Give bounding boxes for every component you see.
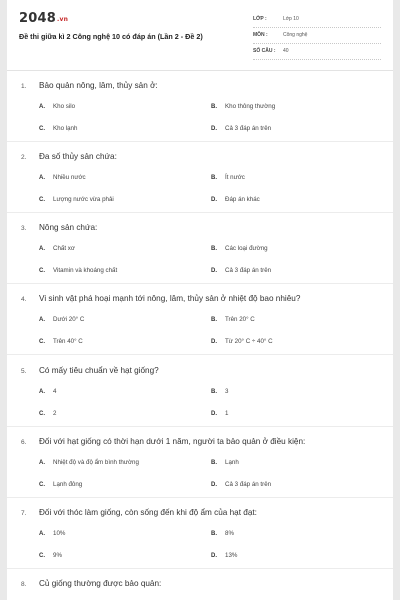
- question-divider: [7, 283, 393, 284]
- option-letter: B.: [211, 246, 217, 252]
- option-b[interactable]: [211, 245, 268, 252]
- option-letter: C.: [39, 268, 45, 274]
- question-divider: [7, 354, 393, 355]
- option-letter: A.: [39, 175, 45, 181]
- option-text: Trên 20° C: [225, 316, 255, 323]
- question-number: 4.: [21, 296, 27, 303]
- option-letter: D.: [211, 339, 217, 345]
- option-letter: D.: [211, 268, 217, 274]
- question-stem: Bảo quản nông, lâm, thủy sản ở:: [39, 81, 158, 90]
- meta-label: LỚP :: [253, 16, 267, 22]
- option-b[interactable]: [211, 459, 239, 466]
- option-text: Trên 40° C: [53, 338, 83, 345]
- meta-class-row: [253, 13, 381, 28]
- option-text: Kho thông thường: [225, 103, 276, 110]
- question-text: [21, 152, 117, 161]
- option-text: 1: [225, 410, 229, 417]
- question-stem: Vi sinh vật phá hoại mạnh tới nông, lâm, thủy sản ở nhiệt độ bao nhiêu?: [39, 294, 301, 303]
- option-a[interactable]: [39, 245, 75, 252]
- option-letter: C.: [39, 339, 45, 345]
- option-c[interactable]: [39, 125, 77, 132]
- option-b[interactable]: [211, 174, 245, 181]
- question-divider: [7, 568, 393, 569]
- question-stem: Đa số thủy sản chứa:: [39, 152, 117, 161]
- option-d[interactable]: [211, 481, 271, 488]
- option-text: Nhiệt độ và độ ẩm bình thường: [53, 459, 139, 466]
- question-divider: [7, 141, 393, 142]
- option-letter: B.: [211, 104, 217, 110]
- option-c[interactable]: [39, 338, 83, 345]
- option-a[interactable]: [39, 530, 65, 537]
- option-text: Dưới 20° C: [53, 316, 85, 323]
- option-text: 9%: [53, 552, 62, 559]
- question-stem: Có mấy tiêu chuẩn về hạt giống?: [39, 366, 159, 375]
- option-text: Cả 3 đáp án trên: [225, 125, 272, 132]
- option-text: 4: [53, 388, 57, 395]
- question-stem: Đối với thóc làm giống, còn sống đến khi độ ẩm của hạt đạt:: [39, 508, 257, 517]
- question-text: [21, 294, 300, 303]
- option-letter: D.: [211, 126, 217, 132]
- option-c[interactable]: [39, 552, 62, 559]
- option-c[interactable]: [39, 410, 56, 417]
- meta-count-row: [253, 45, 381, 60]
- question-number: 5.: [21, 368, 27, 375]
- question-divider: [7, 212, 393, 213]
- option-text: Ít nước: [225, 174, 245, 181]
- question-stem: Đối với hạt giống có thời hạn dưới 1 năm, người ta bảo quản ở điều kiện:: [39, 437, 306, 446]
- option-letter: C.: [39, 411, 45, 417]
- option-letter: B.: [211, 389, 217, 395]
- meta-value: Lớp 10: [283, 16, 299, 22]
- option-letter: A.: [39, 104, 45, 110]
- option-c[interactable]: [39, 267, 117, 274]
- option-b[interactable]: [211, 103, 275, 110]
- meta-label: SỐ CÂU :: [253, 48, 276, 54]
- option-a[interactable]: [39, 459, 139, 466]
- document-page: [7, 0, 393, 600]
- option-letter: D.: [211, 411, 217, 417]
- option-text: Lượng nước vừa phải: [53, 196, 114, 203]
- question-text: [21, 223, 97, 232]
- option-text: 8%: [225, 530, 234, 537]
- question-number: 1.: [21, 83, 27, 90]
- option-text: Cả 3 đáp án trên: [225, 481, 272, 488]
- option-text: Cả 3 đáp án trên: [225, 267, 272, 274]
- question-stem: Nông sản chứa:: [39, 223, 98, 232]
- option-d[interactable]: [211, 338, 273, 345]
- option-text: Từ 20° C ÷ 40° C: [225, 338, 273, 345]
- option-text: Lạnh đông: [53, 481, 83, 488]
- option-c[interactable]: [39, 196, 114, 203]
- option-d[interactable]: [211, 267, 271, 274]
- meta-subject-row: [253, 29, 381, 44]
- document-header: [7, 0, 393, 66]
- option-b[interactable]: [211, 316, 255, 323]
- option-d[interactable]: [211, 196, 260, 203]
- header-divider: [7, 70, 393, 71]
- question-number: 3.: [21, 225, 27, 232]
- option-b[interactable]: [211, 530, 234, 537]
- option-letter: C.: [39, 197, 45, 203]
- option-letter: A.: [39, 389, 45, 395]
- option-text: Đáp án khác: [225, 196, 260, 203]
- meta-value: Công nghệ: [283, 32, 308, 38]
- question-divider: [7, 497, 393, 498]
- option-text: Nhiều nước: [53, 174, 86, 181]
- option-letter: A.: [39, 460, 45, 466]
- option-text: Vitamin và khoáng chất: [53, 267, 118, 274]
- question-text: [21, 437, 305, 446]
- logo-text: 2048: [19, 11, 56, 26]
- option-b[interactable]: [211, 388, 228, 395]
- option-letter: D.: [211, 482, 217, 488]
- option-letter: D.: [211, 553, 217, 559]
- option-a[interactable]: [39, 388, 56, 395]
- exam-meta: [253, 13, 381, 61]
- question-number: 7.: [21, 510, 27, 517]
- option-text: Lạnh: [225, 459, 239, 466]
- option-text: 13%: [225, 552, 238, 559]
- option-text: Các loại đường: [225, 245, 268, 252]
- option-letter: C.: [39, 126, 45, 132]
- question-text: [21, 579, 161, 588]
- question-number: 8.: [21, 581, 27, 588]
- option-a[interactable]: [39, 174, 86, 181]
- option-text: 2: [53, 410, 57, 417]
- option-letter: A.: [39, 246, 45, 252]
- option-letter: B.: [211, 531, 217, 537]
- option-letter: B.: [211, 460, 217, 466]
- site-logo[interactable]: [19, 11, 68, 26]
- option-letter: B.: [211, 317, 217, 323]
- option-d[interactable]: [211, 410, 228, 417]
- question-text: [21, 366, 159, 375]
- question-stem: Củ giống thường được bảo quản:: [39, 579, 162, 588]
- option-letter: A.: [39, 531, 45, 537]
- option-a[interactable]: [39, 103, 75, 110]
- option-c[interactable]: [39, 481, 82, 488]
- option-d[interactable]: [211, 552, 237, 559]
- option-text: Kho lạnh: [53, 125, 78, 132]
- question-number: 2.: [21, 154, 27, 161]
- question-text: [21, 81, 158, 90]
- option-letter: C.: [39, 553, 45, 559]
- question-number: 6.: [21, 439, 27, 446]
- option-text: 3: [225, 388, 229, 395]
- option-text: Kho silo: [53, 103, 76, 110]
- option-d[interactable]: [211, 125, 271, 132]
- option-letter: C.: [39, 482, 45, 488]
- option-text: Chất xơ: [53, 245, 75, 252]
- meta-label: MÔN :: [253, 32, 268, 38]
- logo-suffix: .vn: [56, 16, 69, 23]
- option-letter: B.: [211, 175, 217, 181]
- question-text: [21, 508, 257, 517]
- option-letter: A.: [39, 317, 45, 323]
- meta-value: 40: [283, 48, 289, 54]
- option-a[interactable]: [39, 316, 84, 323]
- option-text: 10%: [53, 530, 66, 537]
- option-letter: D.: [211, 197, 217, 203]
- page-title: Đề thi giữa kì 2 Công nghệ 10 có đáp án (Lần 2 - Đề 2): [19, 32, 203, 41]
- question-divider: [7, 426, 393, 427]
